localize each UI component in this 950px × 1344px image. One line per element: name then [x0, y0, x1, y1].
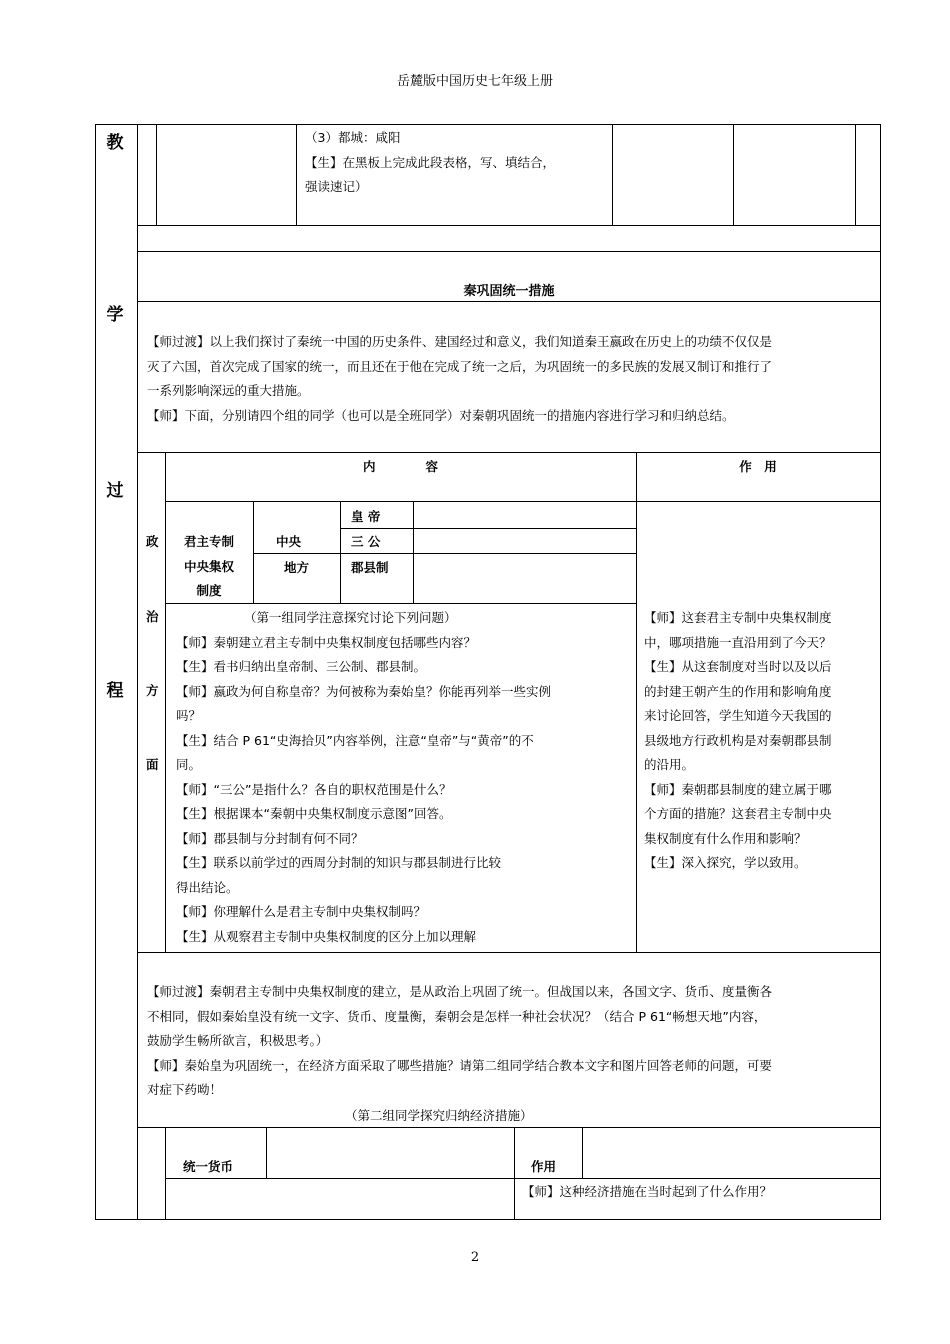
local-label: 地方: [284, 560, 310, 575]
effect-label: 作用: [531, 1159, 557, 1174]
politics-char-zhi: 治: [146, 609, 159, 624]
currency-label: 统一货币: [183, 1159, 234, 1174]
top-block-text: （3）都城：咸阳 【生】在黑板上完成此段表格，写、填结合， 强读速记）: [305, 130, 556, 194]
side-char-jiao: 教: [106, 133, 124, 153]
politics-char-mian: 面: [146, 757, 159, 772]
politics-char-zheng: 政: [146, 534, 159, 549]
central-label: 中央: [276, 534, 302, 549]
economy-question: 【师】这种经济措施在当时起到了什么作用？: [522, 1184, 773, 1199]
side-char-guo: 过: [106, 481, 124, 501]
side-char-cheng: 程: [106, 681, 124, 701]
economy-paragraph: 【师过渡】秦朝君主专制中央集权制度的建立，是从政治上巩固了统一。但战国以来，各国文字、货币、度量衡各 不相同，假如秦始皇没有统一文字、货币、度量衡，秦朝会是怎样一种社会状况？（结合 P 61“畅想天地”内容， 鼓励学生畅所欲言，积极思考。） 【师】秦始皇为巩固统一，在经济方面采取了哪些措施？请第二组同学结合教本文字和图片回答老师的问题，可要 对症下药呦！: [147, 984, 773, 1097]
three-gong-label: 三 公: [351, 534, 381, 549]
table-header-content: 内 容: [362, 459, 438, 474]
page-header: 岳麓版中国历史七年级上册: [396, 74, 553, 89]
politics-char-fang: 方: [146, 683, 159, 698]
page-number: 2: [470, 1250, 480, 1265]
intro-paragraph: 【师过渡】以上我们探讨了秦统一中国的历史条件、建国经过和意义，我们知道秦王嬴政在历史上的功绩不仅仅是 灭了六国，首次完成了国家的统一，而且还在于他在完成了统一之后，为巩固统一的多民族的发展又制订和推行了 一系列影响深远的重大措施。 【师】下面，分别请四个组的同学（也可以是全班同学）对秦朝巩固统一的措施内容进行学习和归纳总结。: [147, 334, 773, 423]
table-header-effect: 作 用: [739, 459, 777, 474]
county-label: 郡县制: [351, 560, 389, 575]
emperor-label: 皇 帝: [351, 509, 381, 524]
discussion-text: （第一组同学注意探究讨论下列问题） 【师】秦朝建立君主专制中央集权制度包括哪些内容？ 【生】看书归纳出皇帝制、三公制、郡县制。 【师】嬴政为何自称皇帝？为何被称为秦始皇？你能再列举一些实例 吗？ 【生】结合 P 61“史海拾贝”内容举例，注意“皇帝”与“黄帝”的不 同。 【师】“三公”是指什么？各自的职权范围是什么？ 【生】根据课本“秦朝中央集权制度示意图”回答。 【师】郡县制与分封制有何不同？ 【生】联系以前学过的西周分封制的知识与郡县制进行比较 得出结论。 【师】你理解什么是君主专制中央集权制吗？ 【生】从观察君主专制中央集权制度的区分上加以理解: [176, 610, 552, 944]
system-name: 君主专制 中央集权 制度: [183, 534, 234, 598]
section-title: 秦巩固统一措施: [463, 284, 555, 299]
side-char-xue: 学: [106, 305, 124, 325]
group-note: （第二组同学探究归纳经济措施）: [345, 1108, 533, 1123]
effect-text: 【师】这套君主专制中央集权制度 中，哪项措施一直沿用到了今天？ 【生】从这套制度对当时以及以后 的封建王朝产生的作用和影响角度 来讨论回答，学生知道今天我国的 县级地方行政机构是对秦朝郡县制 的沿用。 【师】秦朝郡县制度的建立属于哪 个方面的措施？这套君主专制中央 集权制度有什么作用和影响？ 【生】深入探究，学以致用。: [644, 610, 832, 870]
